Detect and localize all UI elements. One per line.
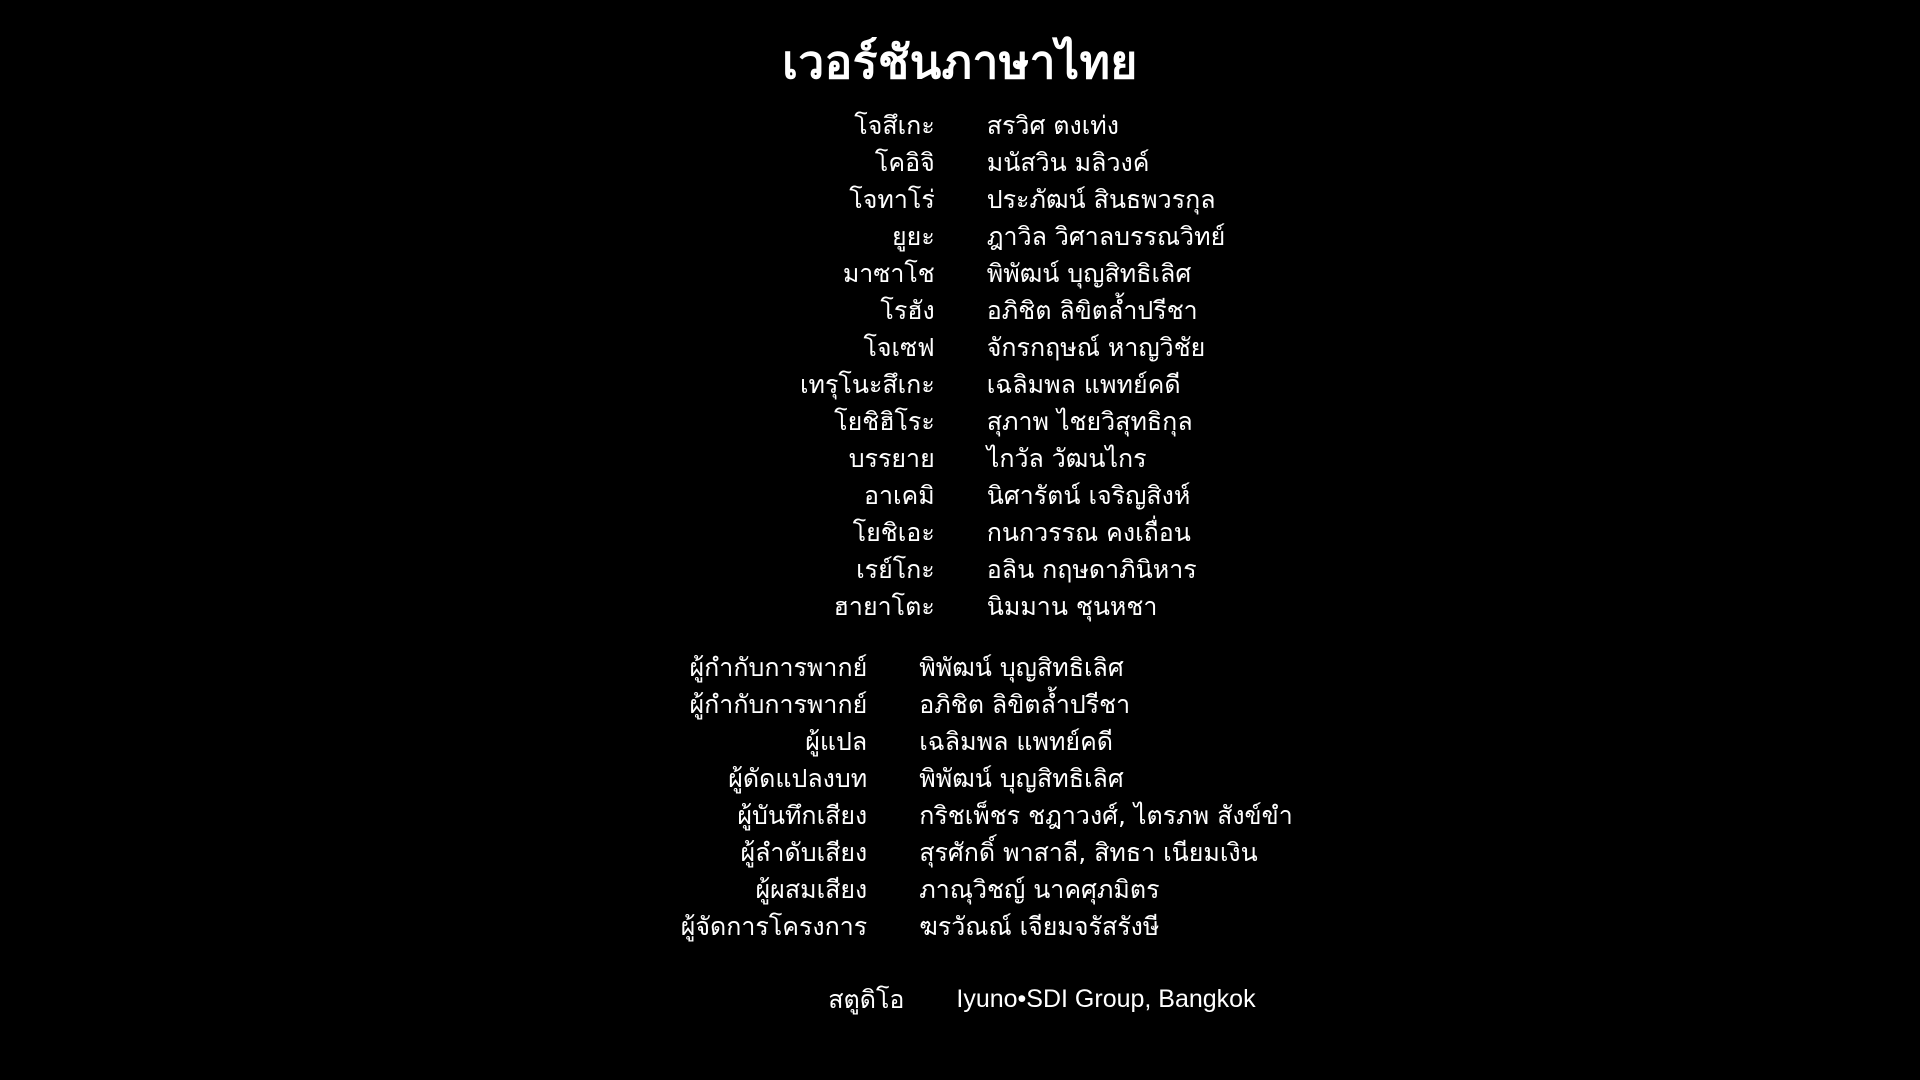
credit-role: บรรยาย [848,443,935,473]
crew-credits-list [627,649,1293,945]
credit-role: ผู้กำกับการพากย์ [689,652,868,682]
credit-name: ประภัฒน์ สินธพวรกุล [986,184,1216,214]
credit-name: อภิชิต ลิขิตล้ำปรีชา [986,295,1198,325]
credit-name: สุรศักดิ์ พาสาลี, สิทธา เนียมเงิน [919,837,1258,867]
credit-row [695,329,1225,366]
credit-name: จักรกฤษณ์ หาญวิชัย [986,332,1206,362]
credit-name: นิมมาน ชุนหชา [986,591,1158,621]
credit-role: ฮายาโตะ [833,591,935,621]
credit-name: เฉลิมพล แพทย์คดี [919,726,1114,756]
credit-name: สุภาพ ไชยวิสุทธิกุล [986,406,1193,436]
credit-name: นิศารัตน์ เจริญสิงห์ [986,480,1191,510]
credit-row [695,255,1225,292]
credit-row [695,144,1225,181]
credit-name: พิพัฒน์ บุญสิทธิเลิศ [986,258,1192,288]
credit-row [627,871,1293,908]
credit-name: ไกวัล วัฒนไกร [986,443,1147,473]
credit-role: โยชิเอะ [852,517,935,547]
credit-name: เฉลิมพล แพทย์คดี [986,369,1181,399]
credit-name: ฎาวิล วิศาลบรรณวิทย์ [986,221,1226,251]
credit-row [664,981,1255,1018]
credit-role: ผู้กำกับการพากย์ [689,689,868,719]
credit-role: โคอิจิ [874,147,935,177]
credit-name: อภิชิต ลิขิตล้ำปรีชา [919,689,1131,719]
credit-role: โยชิฮิโระ [834,406,935,436]
credit-row [695,366,1225,403]
studio-credit [664,981,1255,1018]
credit-row [695,218,1225,255]
credit-name: พิพัฒน์ บุญสิทธิเลิศ [919,652,1124,682]
credit-row [627,723,1293,760]
credit-name: ฆรวัณณ์ เจียมจรัสรังษี [919,911,1160,941]
credit-role: ผู้ดัดแปลงบท [728,763,868,793]
credit-name: สรวิศ ตงเท่ง [986,110,1119,140]
credit-row [627,649,1293,686]
credit-row [695,477,1225,514]
credit-row [695,292,1225,329]
credit-role: ผู้ลำดับเสียง [740,837,868,867]
credit-role: ผู้บันทึกเสียง [737,800,868,830]
credit-role: โจสึเกะ [854,110,935,140]
credit-role: เรย์โกะ [856,554,935,584]
credit-name: ภาณุวิชญ์ นาคศุภมิตร [919,874,1160,904]
credit-name: มนัสวิน มลิวงค์ [986,147,1150,177]
credit-role: ผู้ผสมเสียง [755,874,868,904]
credit-role: โจทาโร่ [849,184,935,214]
credit-name: กริชเพ็ชร ชฎาวงศ์, ไตรภพ สังข์ขำ [919,800,1293,830]
credits-title: เวอร์ชันภาษาไทย [782,35,1138,89]
credit-role: ผู้แปล [805,726,868,756]
cast-credits-list [695,107,1225,625]
credit-row [627,908,1293,945]
credit-row [695,588,1225,625]
credit-row [695,551,1225,588]
credit-row [695,107,1225,144]
credit-role: โรฮัง [880,295,935,325]
credit-name: กนกวรรณ คงเถื่อน [986,517,1191,547]
credit-role: โจเซฟ [863,332,935,362]
credit-row [695,403,1225,440]
credit-row [627,760,1293,797]
credit-role: อาเคมิ [863,480,935,510]
credit-row [627,797,1293,834]
credit-row [695,514,1225,551]
credit-name: Iyuno•SDI Group, Bangkok [956,984,1256,1013]
credit-row [695,440,1225,477]
credit-row [627,834,1293,871]
credit-name: อลิน กฤษดาภินิหาร [986,554,1197,584]
credit-row [627,686,1293,723]
credit-role: ยูยะ [892,221,935,251]
credit-name: พิพัฒน์ บุญสิทธิเลิศ [919,763,1124,793]
credit-role: ผู้จัดการโครงการ [680,911,868,941]
credit-row [695,181,1225,218]
credit-role: มาซาโช [842,258,935,288]
credit-role: เทรุโนะสึเกะ [799,369,935,399]
credit-role: สตูดิโอ [828,984,905,1014]
